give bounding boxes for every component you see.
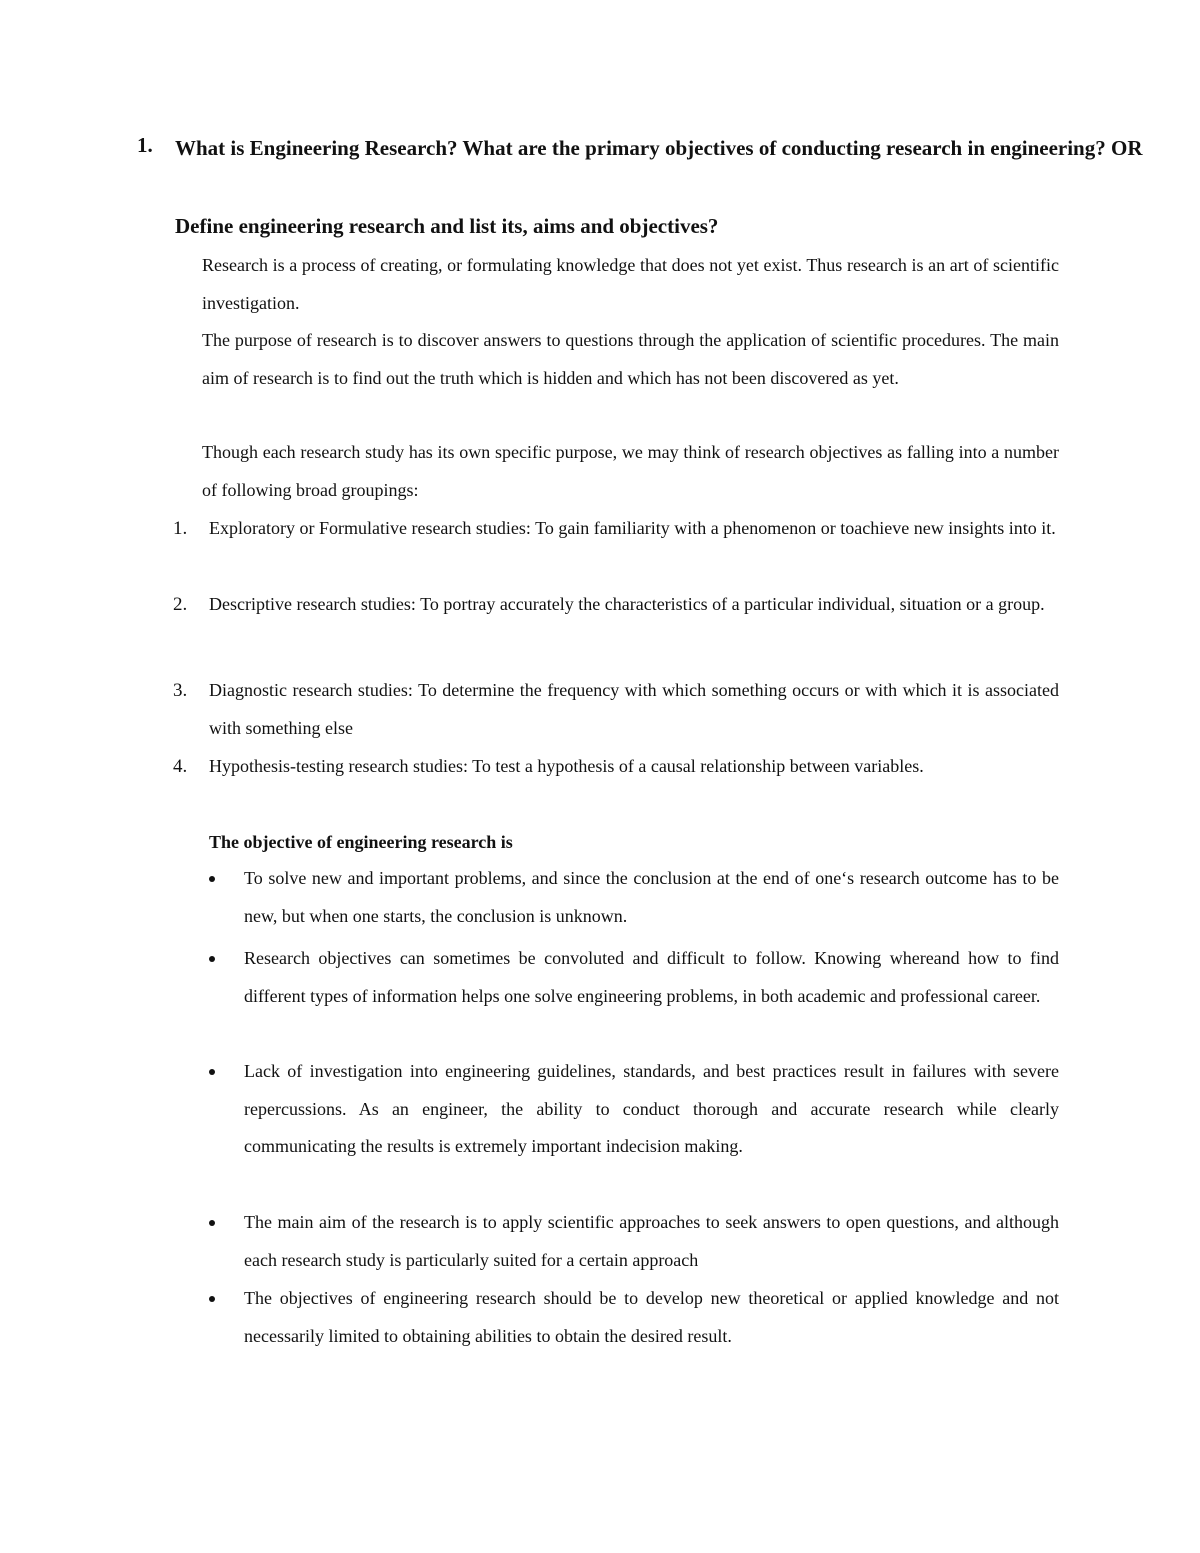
bullet-text: The main aim of the research is to apply scientific approaches to seek answers to open questions, and although each research study is particularly suited for a certain approach [244, 1212, 1059, 1270]
bullet-icon [209, 1220, 215, 1226]
list-item [173, 672, 1059, 747]
list-item-number: 3. [173, 680, 188, 701]
paragraph-purpose: The purpose of research is to discover answers to questions through the application of scientific procedures. The main aim of research is to find out the truth which is hidden and which has not been discovered as yet. [202, 330, 1059, 388]
list-item-text: Exploratory or Formulative research studies: To gain familiarity with a phenomenon or toachieve new insights into it. [209, 518, 1056, 538]
question-number: 1. [137, 133, 153, 157]
bullet-icon [209, 876, 215, 882]
bullet-text: Lack of investigation into engineering guidelines, standards, and best practices result in failures with severe repercussions. As an engineer, the ability to conduct thorough and accurate research while clearly communicating the results is extremely important indecision making. [244, 1061, 1059, 1156]
bullet-icon [209, 1296, 215, 1302]
bullet-item [209, 860, 1059, 935]
list-item [173, 510, 1059, 548]
objective-heading: The objective of engineering research is [209, 832, 513, 852]
bullet-item [209, 1053, 1059, 1166]
list-item-number: 2. [173, 594, 188, 615]
list-item-text: Hypothesis-testing research studies: To test a hypothesis of a causal relationship between variables. [209, 756, 924, 776]
bullet-item [209, 940, 1059, 1015]
list-item-text: Descriptive research studies: To portray accurately the characteristics of a particular individual, situation or a group. [209, 594, 1045, 614]
bullet-item [209, 1280, 1059, 1355]
bullet-item [209, 1204, 1059, 1279]
bullet-icon [209, 956, 215, 962]
list-item [173, 586, 1059, 624]
list-item-number: 1. [173, 518, 188, 539]
bullet-text: To solve new and important problems, and since the conclusion at the end of one‘s research outcome has to be new, but when one starts, the conclusion is unknown. [244, 868, 1059, 926]
list-item [173, 748, 1059, 786]
list-item-number: 4. [173, 756, 188, 777]
question-title: What is Engineering Research? What are the primary objectives of conducting research in engineering? OR [175, 136, 1143, 160]
paragraph-definition: Research is a process of creating, or formulating knowledge that does not yet exist. Thus research is an art of scientific investigation. [202, 255, 1059, 313]
bullet-icon [209, 1069, 215, 1075]
bullet-text: The objectives of engineering research should be to develop new theoretical or applied knowledge and not necessarily limited to obtaining abilities to obtain the desired result. [244, 1288, 1059, 1346]
list-item-text: Diagnostic research studies: To determine the frequency with which something occurs or with which it is associated with something else [209, 680, 1059, 738]
paragraph-groupings: Though each research study has its own specific purpose, we may think of research objectives as falling into a number of following broad groupings: [202, 442, 1059, 500]
bullet-text: Research objectives can sometimes be convoluted and difficult to follow. Knowing whereand how to find different types of information helps one solve engineering problems, in both academic and professional career. [244, 948, 1059, 1006]
question-alt-title: Define engineering research and list its, aims and objectives? [175, 214, 719, 238]
